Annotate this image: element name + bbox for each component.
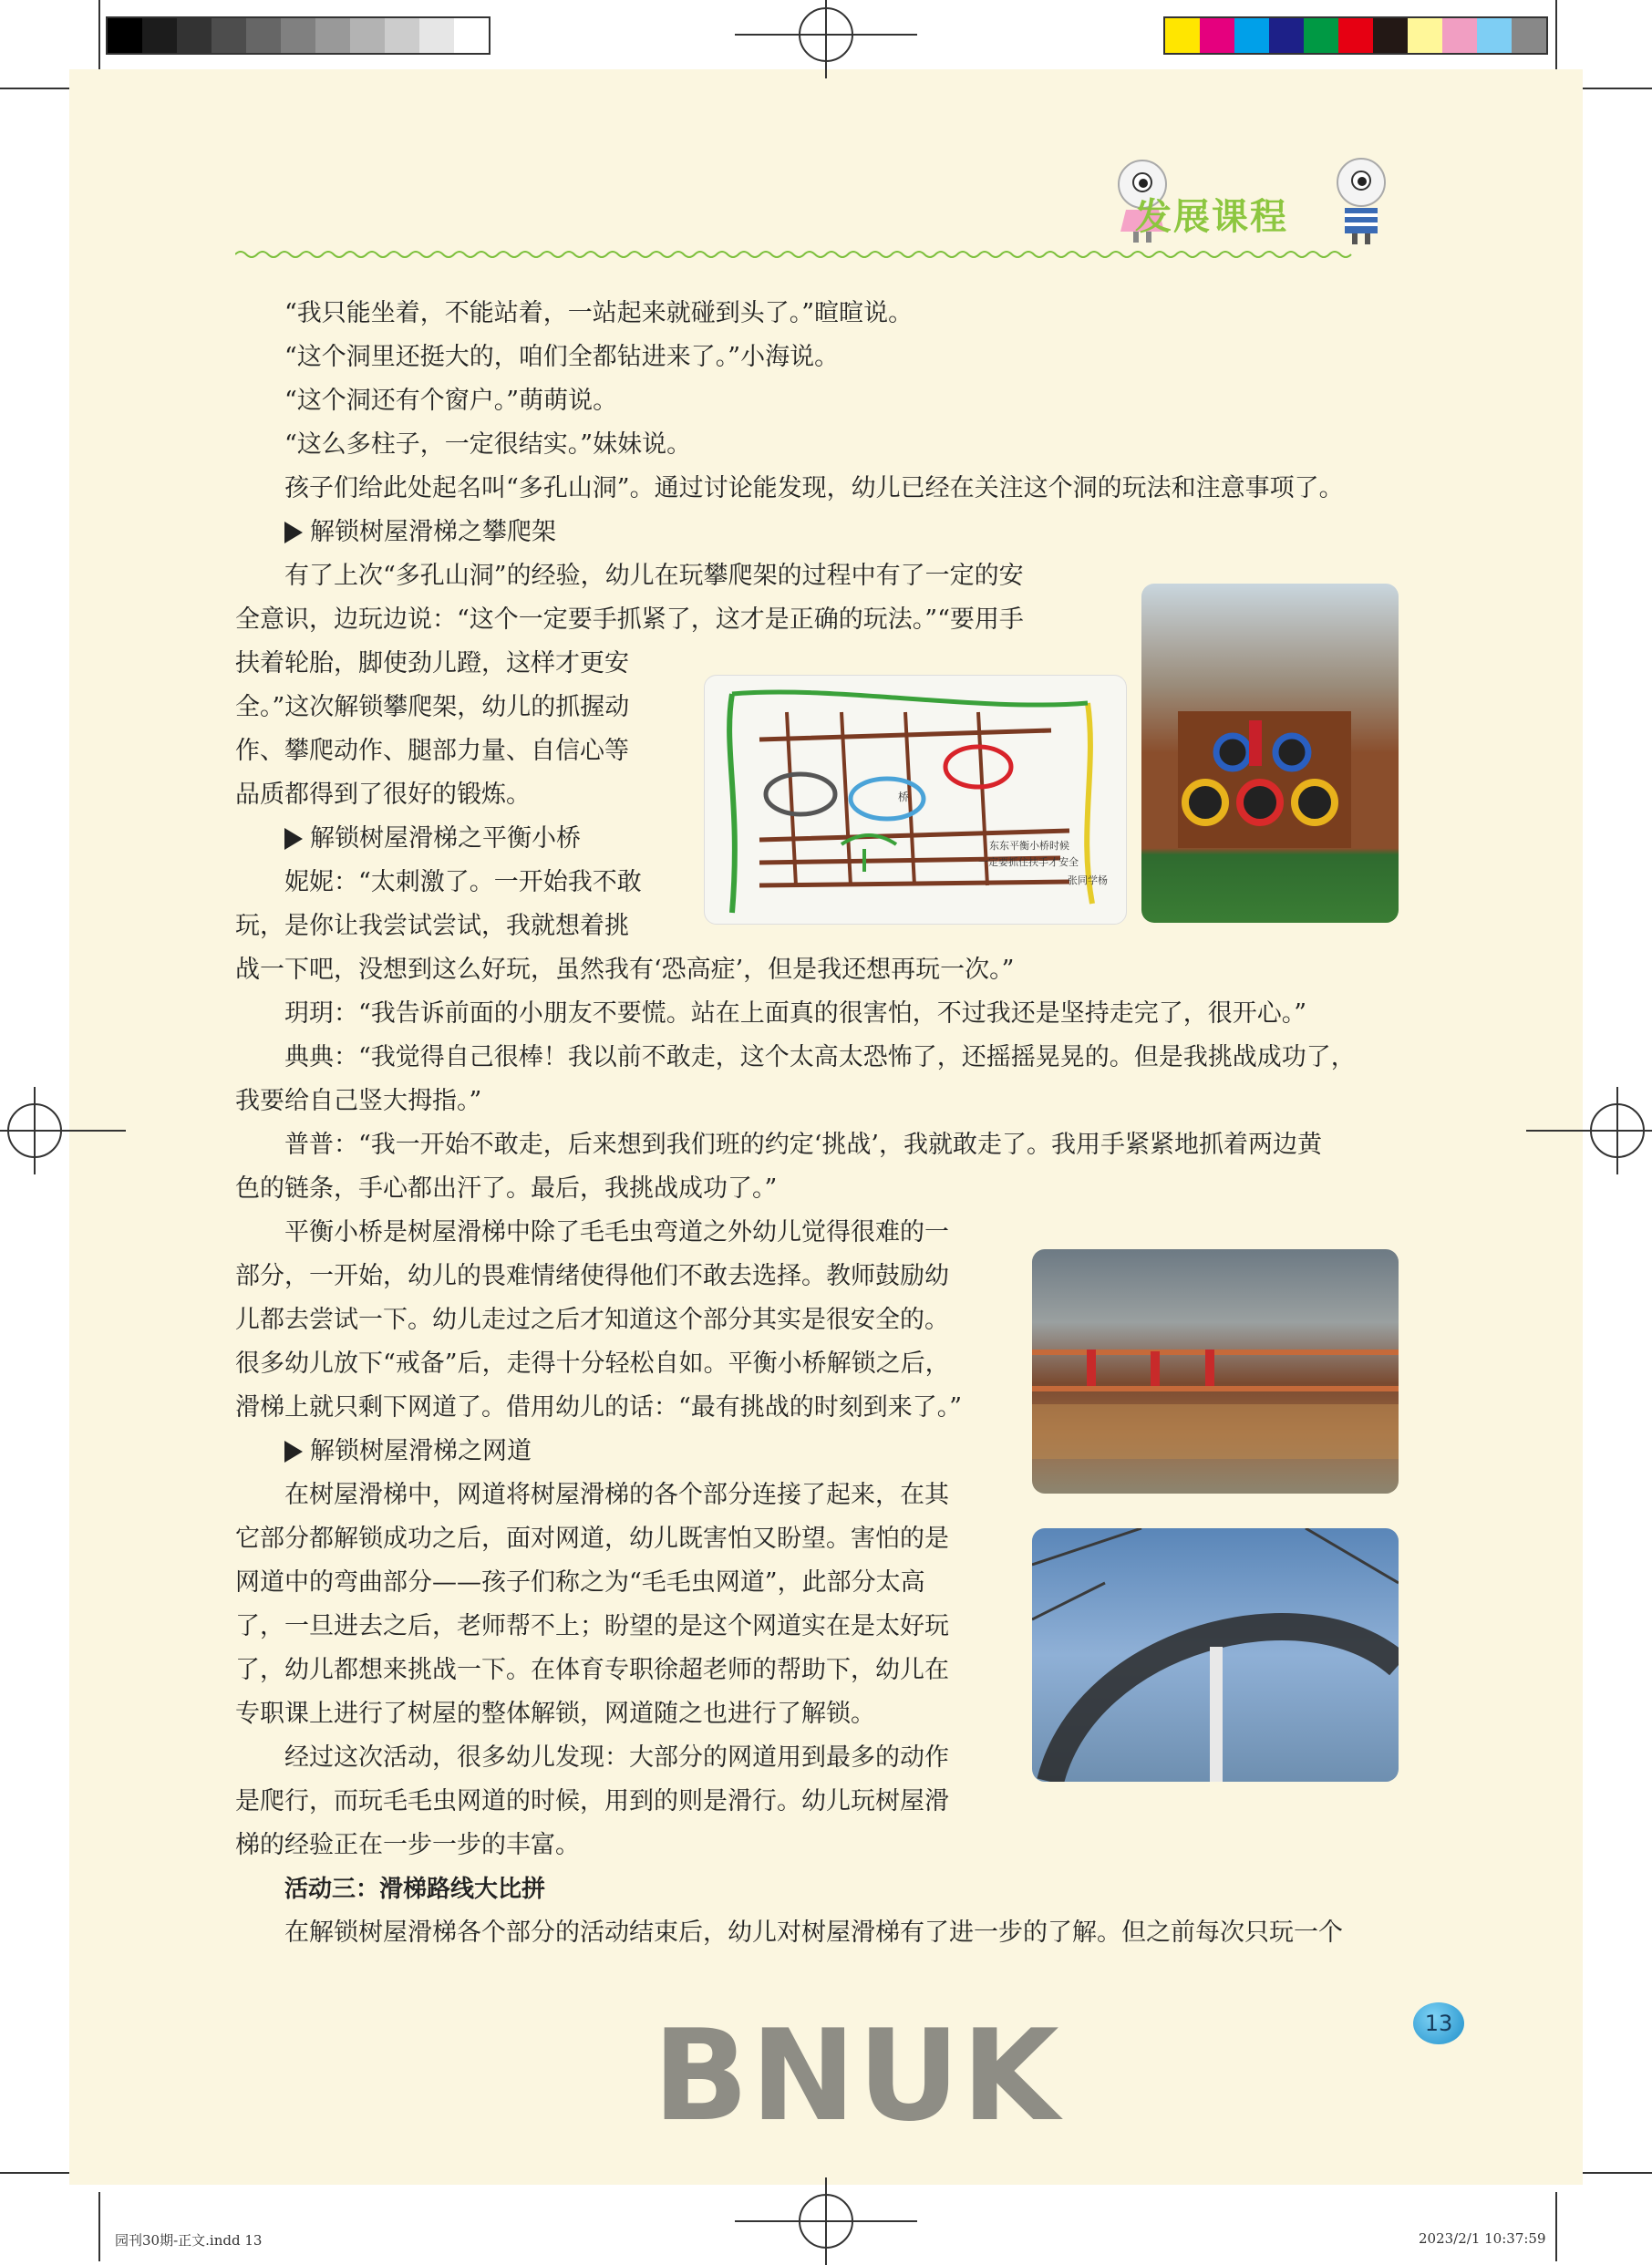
page-header [235, 146, 1398, 264]
body-line: 它部分都解锁成功之后，面对网道，幼儿既害怕又盼望。害怕的是 [235, 1525, 949, 1553]
section-brand-title: 发展课程 [1135, 196, 1288, 238]
triangle-bullet-icon [284, 522, 303, 543]
net-tunnel-photo [1032, 1528, 1399, 1782]
body-line: 平衡小桥是树屋滑梯中除了毛毛虫弯道之外幼儿觉得很难的一 [284, 1218, 949, 1246]
body-line: 在树屋滑梯中，网道将树屋滑梯的各个部分连接了起来，在其 [284, 1481, 949, 1509]
body-line: 是爬行，而玩毛毛虫网道的时候，用到的则是滑行。幼儿玩树屋滑 [235, 1787, 949, 1815]
subsection-heading-text: 解锁树屋滑梯之网道 [310, 1437, 532, 1465]
body-line: 梯的经验正在一步一步的丰富。 [235, 1831, 580, 1859]
registration-mark [799, 2194, 853, 2249]
body-line: 有了上次“多孔山洞”的经验，幼儿在玩攀爬架的过程中有了一定的安 [284, 562, 1024, 590]
body-line: 典典：“我觉得自己很棒！我以前不敢走，这个太高太恐怖了，还摇摇晃晃的。但是我挑战成功了， [284, 1043, 1356, 1071]
body-line: 很多幼儿放下“戒备”后，走得十分轻松自如。平衡小桥解锁之后， [235, 1350, 950, 1378]
quote-paragraph: “这个洞里还挺大的，咱们全都钻进来了。”小海说。 [284, 343, 840, 371]
body-line: 扶着轮胎，脚使劲儿蹬，这样才更安 [235, 649, 629, 677]
crop-mark [0, 2172, 69, 2174]
footer-filename: 园刊30期-正文.indd 13 [115, 2232, 263, 2249]
subsection-heading-text: 解锁树屋滑梯之平衡小桥 [310, 824, 581, 853]
subsection-heading [235, 511, 1402, 554]
body-line: 网道中的弯曲部分——孩子们称之为“毛毛虫网道”，此部分太高 [235, 1568, 925, 1597]
balance-bridge-photo [1032, 1249, 1399, 1494]
body-line: 在解锁树屋滑梯各个部分的活动结束后，幼儿对树屋滑梯有了进一步的了解。但之前每次只玩一个 [284, 1919, 1343, 1947]
body-paragraph: 孩子们给此处起名叫“多孔山洞”。通过讨论能发现，幼儿已经在关注这个洞的玩法和注意事项了。 [284, 474, 1344, 502]
subsection-heading-text: 解锁树屋滑梯之攀爬架 [310, 518, 556, 546]
body-line: 专职课上进行了树屋的整体解锁，网道随之也进行了解锁。 [235, 1700, 875, 1728]
crop-mark [98, 2192, 100, 2261]
body-line: 品质都得到了很好的锻炼。 [235, 781, 531, 809]
drawing-caption: 一定要抓住扶手才安全 [978, 856, 1079, 868]
body-line: 全。”这次解锁攀爬架，幼儿的抓握动 [235, 693, 630, 721]
body-line: 部分，一开始，幼儿的畏难情绪使得他们不敢去选择。教师鼓励幼 [235, 1262, 949, 1290]
crop-mark [1555, 0, 1557, 69]
balance-bridge-illustration [1032, 1249, 1399, 1494]
drawing-caption: 张同学杨 [1068, 874, 1108, 886]
watermark-text: BNUK [653, 2002, 1061, 2149]
quote-paragraph: “这么多柱子，一定很结实。”妹妹说。 [284, 430, 692, 459]
body-line: 玩，是你让我尝试尝试，我就想着挑 [235, 912, 629, 940]
drawing-label: 桥 [898, 791, 910, 803]
crop-mark [98, 0, 100, 69]
drawing-illustration [705, 676, 1126, 924]
body-line: 战一下吧，没想到这么好玩，虽然我有‘恐高症’，但是我还想再玩一次。” [235, 956, 1015, 984]
drawing-caption: 东东平衡小桥时候 [989, 840, 1069, 852]
body-line: 全意识，边玩边说：“这个一定要手抓紧了，这才是正确的玩法。”“要用手 [235, 605, 1024, 634]
body-line: 儿都去尝试一下。幼儿走过之后才知道这个部分其实是很安全的。 [235, 1306, 949, 1334]
body-line: 妮妮：“太刺激了。一开始我不敢 [284, 868, 642, 896]
body-line: 我要给自己竖大拇指。” [235, 1087, 482, 1115]
quote-paragraph: “我只能坐着，不能站着，一站起来就碰到头了。”暄暄说。 [284, 299, 914, 327]
body-line: 了，幼儿都想来挑战一下。在体育专职徐超老师的帮助下，幼儿在 [235, 1656, 949, 1684]
crop-mark [1583, 88, 1652, 89]
crop-mark [0, 88, 69, 89]
crop-mark [1555, 2192, 1557, 2261]
activity-heading: 活动三：滑梯路线大比拼 [284, 1876, 546, 1903]
grayscale-color-bar [106, 16, 490, 55]
body-line: 普普：“我一开始不敢走，后来想到我们班的约定‘挑战’，我就敢走了。我用手紧紧地抓着两边黄 [284, 1131, 1322, 1159]
child-drawing-image [704, 675, 1127, 925]
body-line: 色的链条，手心都出汗了。最后，我挑战成功了。” [235, 1174, 778, 1203]
body-line: 作、攀爬动作、腿部力量、自信心等 [235, 737, 629, 765]
triangle-bullet-icon [284, 828, 303, 850]
body-line: 经过这次活动，很多幼儿发现：大部分的网道用到最多的动作 [284, 1743, 949, 1772]
cmyk-color-bar [1163, 16, 1548, 55]
page-number: 13 [1413, 2002, 1464, 2044]
boy-mascot-icon [1325, 155, 1398, 246]
quote-paragraph: “这个洞还有个窗户。”萌萌说。 [284, 387, 618, 415]
climbing-frame-illustration [1141, 584, 1399, 923]
crop-mark [1583, 2172, 1652, 2174]
climbing-frame-photo [1141, 584, 1399, 923]
header-divider-wave [235, 248, 1398, 261]
body-line: 滑梯上就只剩下网道了。借用幼儿的话：“最有挑战的时刻到来了。” [235, 1393, 963, 1422]
body-paragraph: 玥玥：“我告诉前面的小朋友不要慌。站在上面真的很害怕，不过我还是坚持走完了，很开心。” [284, 999, 1307, 1028]
footer-timestamp: 2023/2/1 10:37:59 [1419, 2230, 1546, 2247]
registration-mark [799, 7, 853, 62]
registration-mark [7, 1103, 62, 1158]
triangle-bullet-icon [284, 1441, 303, 1463]
net-tunnel-illustration [1032, 1528, 1399, 1782]
registration-mark [1590, 1103, 1645, 1158]
body-line: 了，一旦进去之后，老师帮不上；盼望的是这个网道实在是太好玩 [235, 1612, 949, 1640]
